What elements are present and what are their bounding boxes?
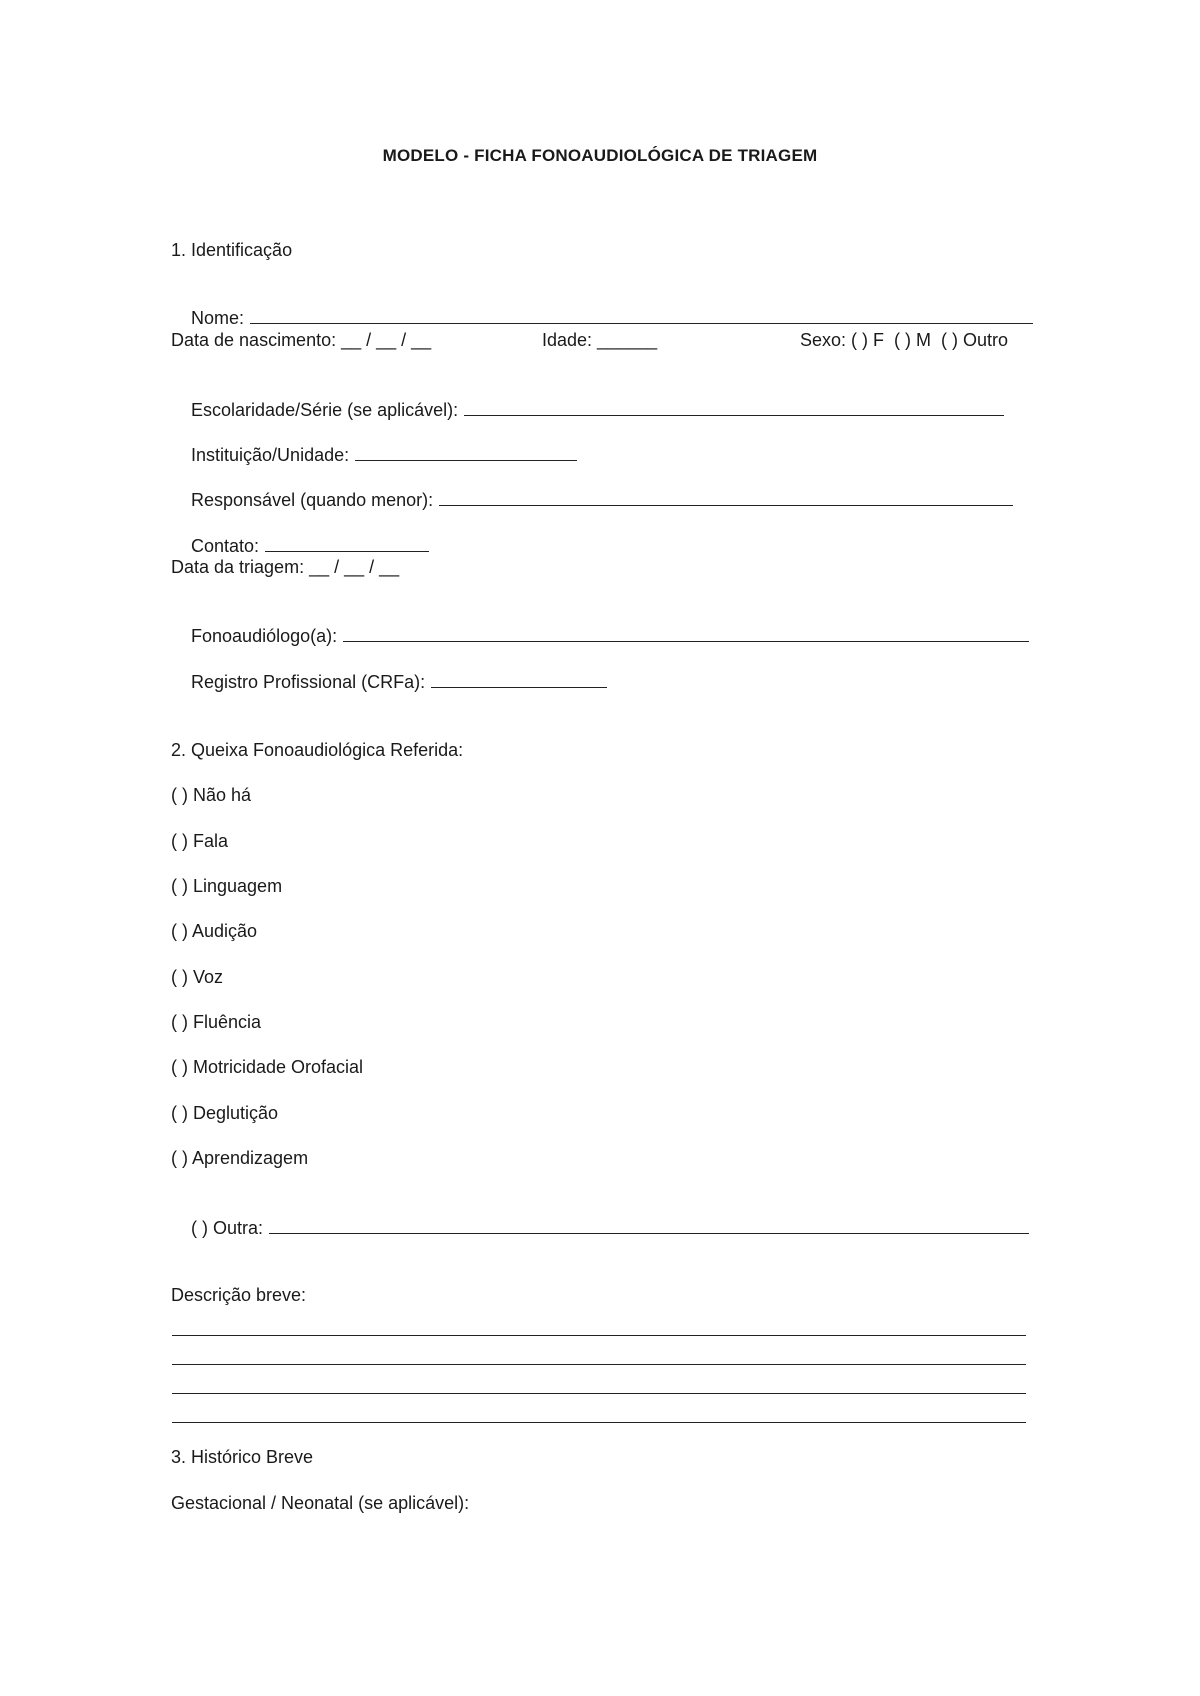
descricao-line-4[interactable]: [172, 1422, 1026, 1423]
fonoaudiologo-blank[interactable]: [343, 623, 1029, 642]
instituicao-blank[interactable]: [355, 442, 577, 461]
section-historico-heading: 3. Histórico Breve: [171, 1447, 314, 1467]
registro-label: Registro Profissional (CRFa):: [191, 672, 426, 692]
sexo-field[interactable]: Sexo: ( ) F ( ) M ( ) Outro: [800, 330, 1009, 350]
responsavel-label: Responsável (quando menor):: [191, 490, 434, 510]
option-outra-field[interactable]: [171, 1193, 1029, 1261]
document-title: MODELO - FICHA FONOAUDIOLÓGICA DE TRIAGEM: [382, 146, 818, 165]
nome-blank[interactable]: [250, 305, 1033, 324]
data-triagem-field[interactable]: Data da triagem: __ / __ / __: [171, 557, 400, 577]
option-nao-ha[interactable]: ( ) Não há: [171, 785, 252, 805]
section-identificacao-heading: 1. Identificação: [171, 240, 293, 260]
option-linguagem[interactable]: ( ) Linguagem: [171, 876, 283, 896]
descricao-line-2[interactable]: [172, 1364, 1026, 1365]
descricao-line-3[interactable]: [172, 1393, 1026, 1394]
option-outra-label: ( ) Outra:: [191, 1218, 264, 1238]
option-degluticao[interactable]: ( ) Deglutição: [171, 1103, 279, 1123]
section-queixa-heading: 2. Queixa Fonoaudiológica Referida:: [171, 740, 464, 760]
option-fluencia[interactable]: ( ) Fluência: [171, 1012, 262, 1032]
idade-field[interactable]: Idade: ______: [542, 330, 658, 350]
option-fala[interactable]: ( ) Fala: [171, 831, 229, 851]
contato-blank[interactable]: [265, 533, 429, 552]
nome-label: Nome:: [191, 308, 245, 328]
fonoaudiologo-label: Fonoaudiólogo(a):: [191, 626, 338, 646]
escolaridade-blank[interactable]: [464, 397, 1004, 416]
registro-field[interactable]: [171, 647, 607, 715]
gestacional-neonatal-label: Gestacional / Neonatal (se aplicável):: [171, 1493, 470, 1513]
data-nascimento-field[interactable]: Data de nascimento: __ / __ / __: [171, 330, 432, 350]
option-motricidade-orofacial[interactable]: ( ) Motricidade Orofacial: [171, 1057, 364, 1077]
contato-label: Contato:: [191, 536, 260, 556]
option-voz[interactable]: ( ) Voz: [171, 967, 224, 987]
instituicao-label: Instituição/Unidade:: [191, 445, 350, 465]
responsavel-blank[interactable]: [439, 487, 1013, 506]
option-outra-blank[interactable]: [269, 1215, 1029, 1234]
descricao-breve-label: Descrição breve:: [171, 1285, 307, 1305]
escolaridade-label: Escolaridade/Série (se aplicável):: [191, 400, 459, 420]
registro-blank[interactable]: [431, 669, 607, 688]
descricao-line-1[interactable]: [172, 1335, 1026, 1336]
option-aprendizagem[interactable]: ( ) Aprendizagem: [171, 1148, 309, 1168]
option-audicao[interactable]: ( ) Audição: [171, 921, 258, 941]
